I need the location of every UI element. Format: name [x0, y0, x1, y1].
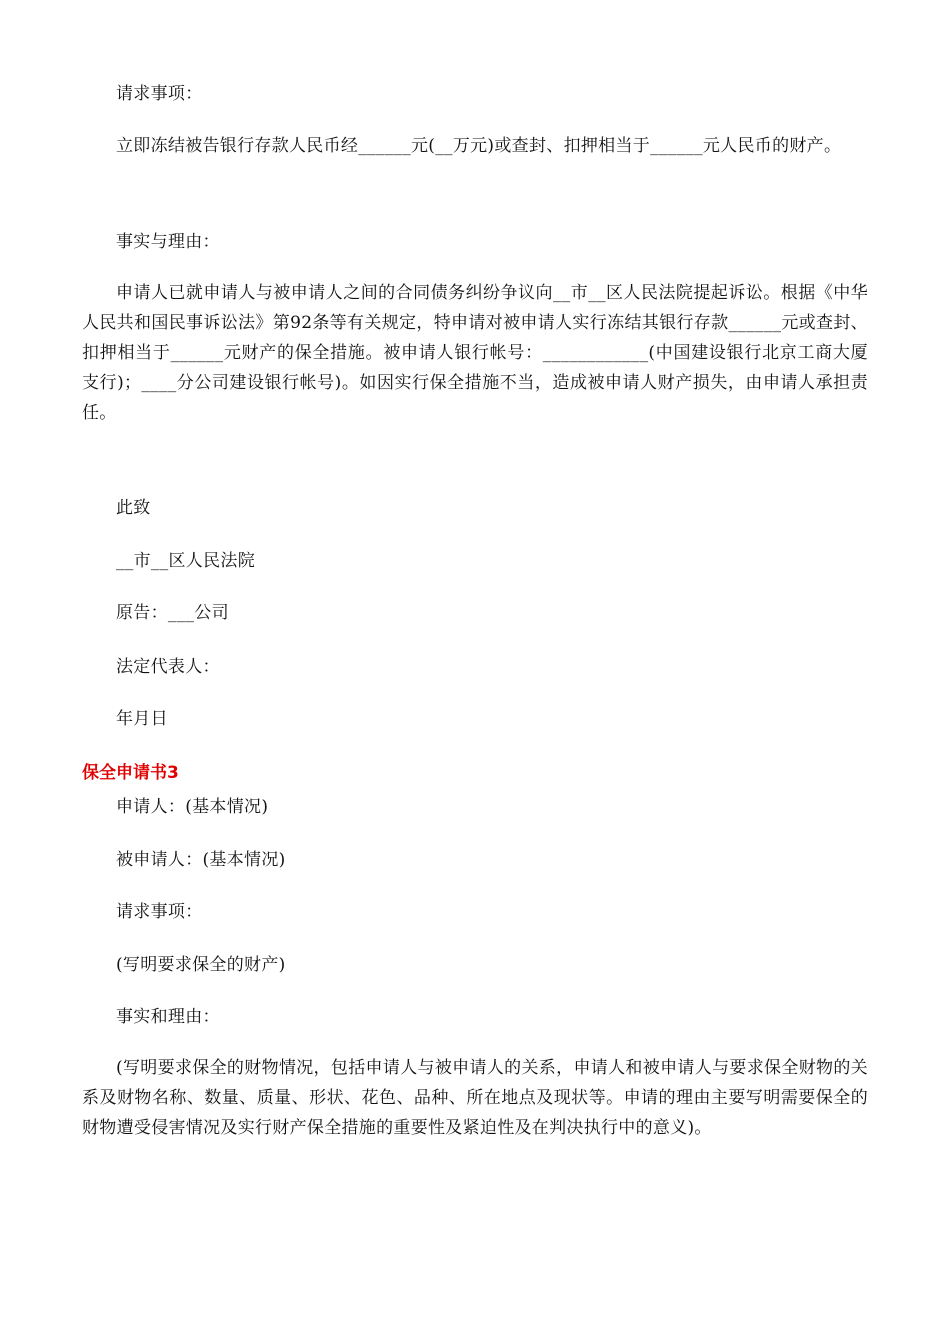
date-line: 年月日 — [116, 709, 168, 729]
facts-label: 事实与理由： — [116, 232, 220, 252]
request-text-2: (写明要求保全的财产) — [116, 955, 286, 975]
legal-representative-line: 法定代表人： — [116, 657, 220, 677]
facts-label-2: 事实和理由： — [116, 1007, 220, 1027]
facts-text: 申请人已就申请人与被申请人之间的合同债务纠纷争议向__市__区人民法院提起诉讼。根据《中华人民共和国民事诉讼法》第92条等有关规定，特申请对被申请人实行冻结其银行存款______元或查封、扣押相当于______元财产的保全措施。被申请人银行帐号：____________(中国建设银行北京工商大厦支行)；____分公司建设银行帐号)。如因实行保全措施不当，造成被申请人财产损失，由申请人承担责任。 — [82, 283, 868, 423]
respondent-line: 被申请人：(基本情况) — [116, 850, 286, 870]
court-name: __市__区人民法院 — [116, 551, 255, 571]
request-label-2: 请求事项： — [116, 902, 203, 922]
applicant-line: 申请人：(基本情况) — [116, 797, 269, 817]
facts-text-2: (写明要求保全的财物情况，包括申请人与被申请人的关系，申请人和被申请人与要求保全财物的关系及财物名称、数量、质量、形状、花色、品种、所在地点及现状等。申请的理由主要写明需要保全的财物遭受侵害情况及实行财产保全措施的重要性及紧迫性及在判决执行中的意义)。 — [82, 1058, 868, 1138]
salutation: 此致 — [116, 498, 151, 518]
request-label: 请求事项： — [116, 84, 203, 104]
request-text: 立即冻结被告银行存款人民币经______元(__万元)或查封、扣押相当于______元人民币的财产。 — [116, 136, 842, 156]
section-heading: 保全申请书3 — [82, 763, 179, 783]
plaintiff-line: 原告：___公司 — [116, 603, 229, 623]
